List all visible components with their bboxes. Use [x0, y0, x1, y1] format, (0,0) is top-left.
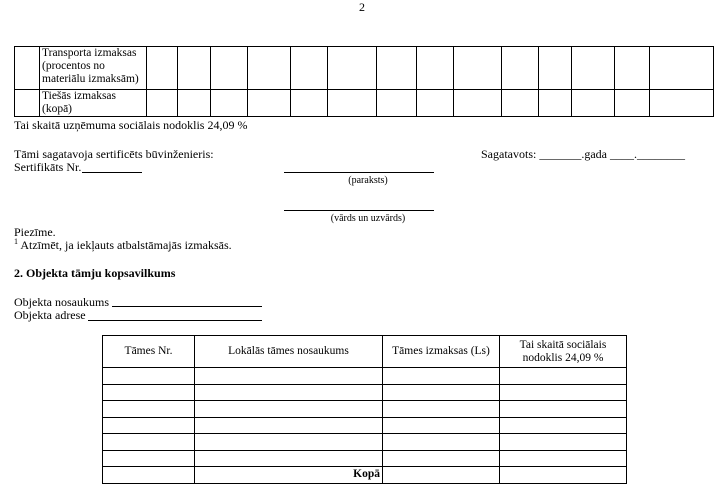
footnote	[14, 237, 232, 253]
footnote-text: Atzīmēt, ja iekļauts atbalstāmajās izmaksās.	[20, 238, 232, 252]
name-caption: (vārds un uzvārds)	[330, 213, 406, 224]
signature-caption: (paraksts)	[348, 175, 388, 186]
object-address-line	[88, 320, 262, 321]
table-row	[103, 384, 627, 401]
object-address-label: Objekta adrese	[14, 308, 86, 322]
table-row	[15, 47, 714, 90]
section-title: 2. Objekta tāmju kopsavilkums	[14, 266, 176, 280]
column-header: Tāmes Nr.	[103, 336, 195, 368]
page-number: 2	[359, 0, 365, 14]
prepared-date: Sagatavots: _______.gada ____.________	[481, 147, 685, 161]
column-header: Tai skaitā sociālais nodoklis 24,09 %	[500, 336, 627, 368]
table-row	[103, 417, 627, 434]
table-row	[103, 450, 627, 467]
total-label: Kopā	[195, 467, 383, 484]
row-label: Tiešās izmaksas (kopā)	[40, 90, 147, 117]
object-name-label: Objekta nosaukums	[14, 295, 109, 309]
certificate-line	[82, 172, 142, 173]
summary-table	[102, 335, 627, 484]
footnote-mark: 1	[14, 237, 18, 246]
table-row	[103, 401, 627, 418]
signature-line	[284, 172, 434, 173]
certificate-label: Sertifikāts Nr.	[14, 160, 82, 174]
object-name-line	[112, 306, 262, 307]
total-row	[103, 467, 627, 484]
prepared-by-label: Tāmi sagatavoja sertificēts būvinženieris:	[14, 147, 214, 161]
table-row	[15, 90, 714, 117]
name-line	[284, 210, 434, 211]
table-header-row	[103, 336, 627, 368]
table-row	[103, 434, 627, 451]
column-header: Lokālās tāmes nosaukums	[195, 336, 383, 368]
row-label: Transporta izmaksas (procentos no materiālu izmaksām)	[40, 47, 147, 90]
tax-note: Tai skaitā uzņēmuma sociālais nodoklis 24,09 %	[14, 118, 248, 132]
column-header: Tāmes izmaksas (Ls)	[383, 336, 500, 368]
note-title: Piezīme.	[14, 225, 56, 239]
cost-table	[14, 46, 714, 117]
table-row	[103, 368, 627, 385]
